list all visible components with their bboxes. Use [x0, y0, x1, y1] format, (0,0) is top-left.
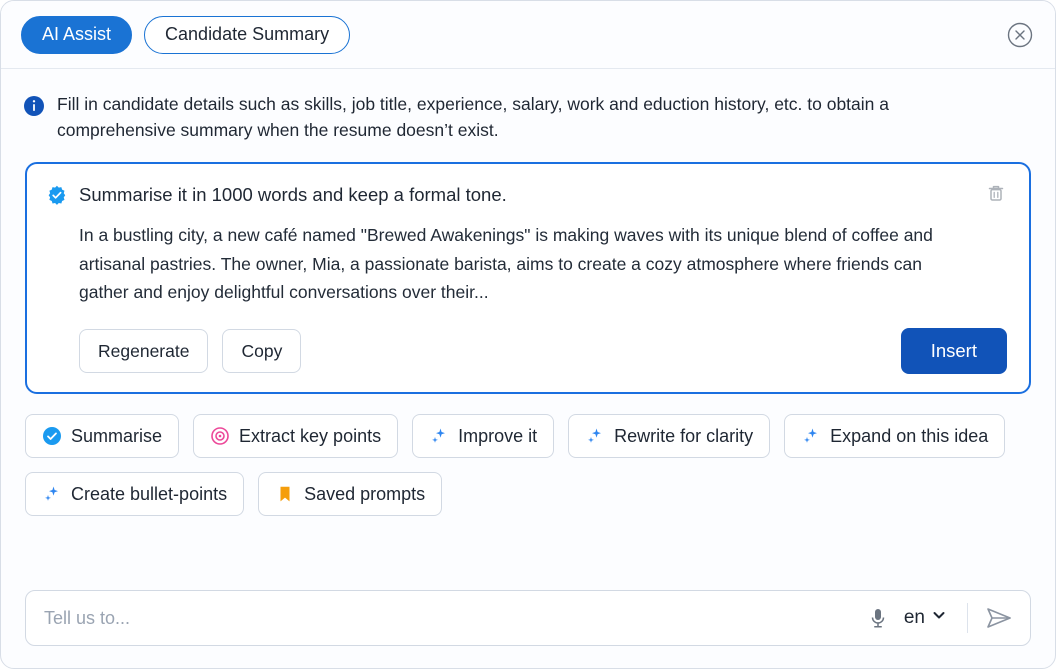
composer-divider	[967, 603, 968, 633]
copy-button[interactable]: Copy	[222, 329, 301, 373]
chip-summarise-label: Summarise	[71, 425, 163, 446]
prompt-suggestion-chips	[25, 414, 1031, 516]
result-card-header	[47, 182, 1007, 208]
chip-rewrite-for-clarity[interactable]	[568, 414, 770, 458]
chip-create-bullet-points-label: Create bullet-points	[71, 483, 228, 504]
chip-expand-on-this-idea-label: Expand on this idea	[830, 425, 989, 446]
result-card	[25, 162, 1031, 395]
panel-header	[1, 1, 1055, 69]
tab-ai-assist[interactable]	[21, 16, 132, 54]
chip-expand-on-this-idea[interactable]	[784, 414, 1005, 458]
verified-sparkle-icon	[42, 426, 62, 446]
result-card-prompt: Summarise it in 1000 words and keep a formal tone.	[79, 183, 507, 205]
insert-button[interactable]: Insert	[901, 328, 1007, 374]
chip-summarise[interactable]	[25, 414, 179, 458]
sparkles-icon	[585, 426, 605, 446]
prompt-input[interactable]	[42, 607, 856, 630]
composer-area	[1, 568, 1055, 668]
chip-extract-key-points-label: Extract key points	[239, 425, 382, 446]
chip-extract-key-points[interactable]	[193, 414, 398, 458]
send-icon[interactable]	[984, 603, 1014, 633]
info-icon	[23, 95, 45, 117]
chip-improve-it-label: Improve it	[458, 425, 538, 446]
chip-create-bullet-points[interactable]	[25, 472, 244, 516]
result-card-actions	[79, 328, 1007, 374]
language-selector-value: en	[903, 607, 925, 628]
sparkles-icon	[429, 426, 449, 446]
sparkles-icon	[42, 484, 62, 504]
composer	[25, 590, 1031, 646]
tab-ai-assist-label: AI Assist	[42, 24, 112, 44]
bookmark-icon	[275, 484, 295, 504]
chip-improve-it[interactable]	[412, 414, 554, 458]
language-selector[interactable]	[900, 607, 951, 629]
info-notice	[1, 69, 1055, 152]
tab-candidate-summary-label: Candidate Summary	[165, 24, 330, 44]
chip-saved-prompts-label: Saved prompts	[304, 483, 426, 504]
result-card-body: In a bustling city, a new café named "Brewed Awakenings" is making waves with its unique blend of coffee and artisanal pastries. The owner, Mia, a passionate barista, aims to create a cozy atmosphere where friends can gather and enjoy delightful conversations over their...	[79, 225, 933, 303]
microphone-icon[interactable]	[866, 606, 890, 630]
tab-candidate-summary[interactable]	[144, 16, 350, 54]
sparkles-icon	[801, 426, 821, 446]
chip-rewrite-for-clarity-label: Rewrite for clarity	[614, 425, 754, 446]
close-circle-icon[interactable]	[1005, 20, 1035, 50]
target-icon	[210, 426, 230, 446]
info-notice-text: Fill in candidate details such as skills, job title, experience, salary, work and eduction history, etc. to obtain a comprehensive summary when the resume doesn’t exist.	[57, 94, 889, 141]
chevron-down-icon	[931, 607, 947, 629]
trash-icon[interactable]	[985, 182, 1007, 204]
chip-saved-prompts[interactable]	[258, 472, 442, 516]
regenerate-button[interactable]: Regenerate	[79, 329, 208, 373]
verified-sparkle-icon	[47, 185, 67, 205]
